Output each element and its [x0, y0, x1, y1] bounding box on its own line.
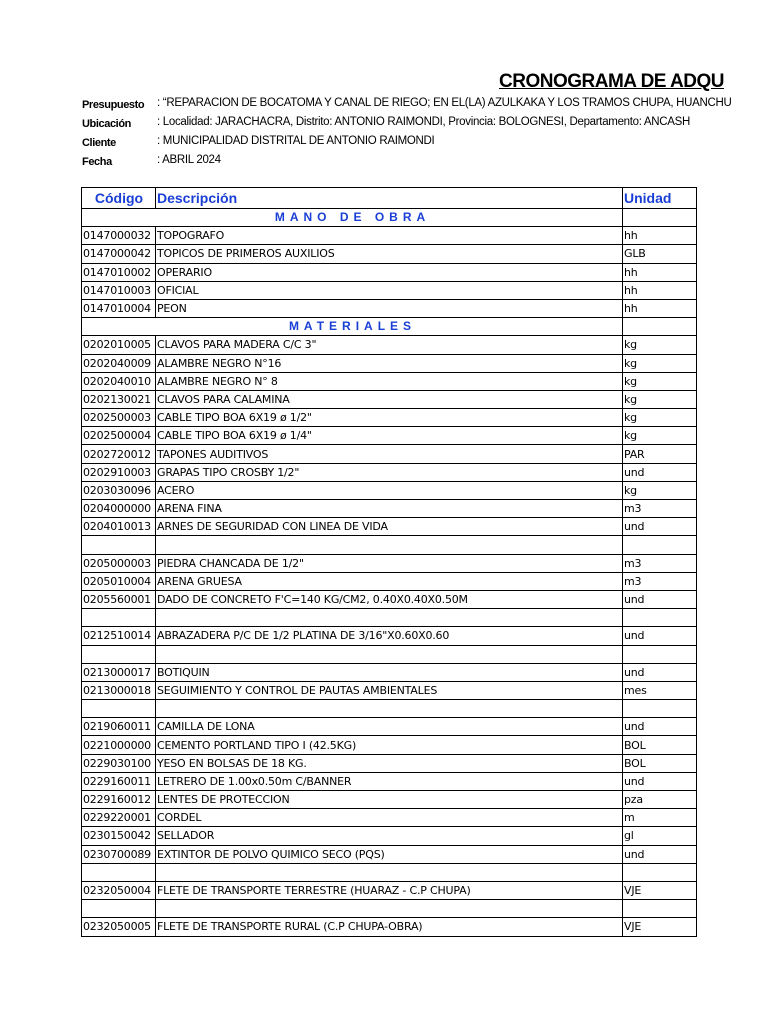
- code-cell: 0202010005: [82, 336, 156, 354]
- table-row: [82, 227, 697, 245]
- unit-cell: hh: [623, 281, 697, 299]
- info-row: [82, 115, 768, 134]
- description-cell: CORDEL: [156, 809, 623, 827]
- code-cell: 0219060011: [82, 718, 156, 736]
- description-cell: CLAVOS PARA CALAMINA: [156, 390, 623, 408]
- code-cell: 0202500003: [82, 409, 156, 427]
- table-row: [82, 918, 697, 936]
- empty-cell: [623, 900, 697, 918]
- header-unit: Unidad: [623, 188, 697, 209]
- unit-cell: kg: [623, 372, 697, 390]
- info-row: [82, 153, 768, 172]
- description-cell: EXTINTOR DE POLVO QUIMICO SECO (PQS): [156, 845, 623, 863]
- description-cell: OPERARIO: [156, 263, 623, 281]
- table-row: [82, 590, 697, 608]
- blank-row: [82, 536, 697, 554]
- unit-cell: m3: [623, 500, 697, 518]
- section-row: [82, 318, 697, 336]
- table-row: [82, 772, 697, 790]
- description-cell: CEMENTO PORTLAND TIPO I (42.5KG): [156, 736, 623, 754]
- unit-cell: kg: [623, 390, 697, 408]
- description-cell: BOTIQUIN: [156, 663, 623, 681]
- document-title: CRONOGRAMA DE ADQU: [499, 71, 724, 92]
- table-row: [82, 736, 697, 754]
- blank-row: [82, 900, 697, 918]
- unit-cell: kg: [623, 409, 697, 427]
- unit-cell: hh: [623, 263, 697, 281]
- table-row: [82, 409, 697, 427]
- table-row: [82, 809, 697, 827]
- unit-cell: PAR: [623, 445, 697, 463]
- code-cell: 0229220001: [82, 809, 156, 827]
- table-row: [82, 390, 697, 408]
- description-cell: ALAMBRE NEGRO N°16: [156, 354, 623, 372]
- code-cell: 0202040009: [82, 354, 156, 372]
- unit-cell: mes: [623, 681, 697, 699]
- empty-cell: [623, 318, 697, 336]
- empty-cell: [82, 700, 156, 718]
- empty-cell: [623, 536, 697, 554]
- description-cell: FLETE DE TRANSPORTE RURAL (C.P CHUPA-OBRA): [156, 918, 623, 936]
- description-cell: TAPONES AUDITIVOS: [156, 445, 623, 463]
- unit-cell: und: [623, 663, 697, 681]
- empty-cell: [82, 900, 156, 918]
- info-value: : ABRIL 2024: [157, 154, 221, 166]
- description-cell: YESO EN BOLSAS DE 18 KG.: [156, 754, 623, 772]
- unit-cell: m3: [623, 554, 697, 572]
- empty-cell: [623, 863, 697, 881]
- blank-row: [82, 645, 697, 663]
- section-title: MATERIALES: [82, 318, 623, 336]
- description-cell: PEON: [156, 299, 623, 317]
- description-cell: ARNES DE SEGURIDAD CON LINEA DE VIDA: [156, 518, 623, 536]
- description-cell: LETRERO DE 1.00x0.50m C/BANNER: [156, 772, 623, 790]
- info-row: [82, 96, 768, 115]
- header-code: Código: [82, 188, 156, 209]
- description-cell: CABLE TIPO BOA 6X19 ø 1/2": [156, 409, 623, 427]
- unit-cell: hh: [623, 299, 697, 317]
- table-row: [82, 463, 697, 481]
- code-cell: 0204010013: [82, 518, 156, 536]
- description-cell: CABLE TIPO BOA 6X19 ø 1/4": [156, 427, 623, 445]
- unit-cell: und: [623, 718, 697, 736]
- table-row: [82, 500, 697, 518]
- table-row: [82, 518, 697, 536]
- info-label: Fecha: [82, 156, 112, 168]
- info-value: : Localidad: JARACHACRA, Distrito: ANTONIO RAIMONDI, Provincia: BOLOGNESI, Departamento: ANCASH: [157, 116, 691, 128]
- table-row: [82, 754, 697, 772]
- description-cell: TOPOGRAFO: [156, 227, 623, 245]
- code-cell: 0202720012: [82, 445, 156, 463]
- empty-cell: [623, 209, 697, 227]
- empty-cell: [623, 609, 697, 627]
- materials-table: [81, 187, 697, 937]
- unit-cell: kg: [623, 481, 697, 499]
- info-label: Ubicación: [82, 118, 131, 130]
- code-cell: 0229160012: [82, 791, 156, 809]
- code-cell: 0230700089: [82, 845, 156, 863]
- blank-row: [82, 863, 697, 881]
- table-row: [82, 663, 697, 681]
- unit-cell: kg: [623, 354, 697, 372]
- description-cell: TOPICOS DE PRIMEROS AUXILIOS: [156, 245, 623, 263]
- document-info: [82, 96, 768, 172]
- code-cell: 0232050004: [82, 881, 156, 899]
- unit-cell: VJE: [623, 918, 697, 936]
- code-cell: 0221000000: [82, 736, 156, 754]
- info-value: : MUNICIPALIDAD DISTRITAL DE ANTONIO RAIMONDI: [157, 135, 435, 147]
- empty-cell: [82, 609, 156, 627]
- table-row: [82, 572, 697, 590]
- code-cell: 0147010003: [82, 281, 156, 299]
- description-cell: ARENA GRUESA: [156, 572, 623, 590]
- code-cell: 0202500004: [82, 427, 156, 445]
- empty-cell: [156, 900, 623, 918]
- empty-cell: [156, 609, 623, 627]
- code-cell: 0147000042: [82, 245, 156, 263]
- header-description: Descripción: [156, 188, 623, 209]
- table-row: [82, 281, 697, 299]
- code-cell: 0147010004: [82, 299, 156, 317]
- table-row: [82, 881, 697, 899]
- description-cell: PIEDRA CHANCADA DE 1/2": [156, 554, 623, 572]
- blank-row: [82, 609, 697, 627]
- code-cell: 0213000017: [82, 663, 156, 681]
- info-row: [82, 134, 768, 153]
- unit-cell: und: [623, 772, 697, 790]
- code-cell: 0229030100: [82, 754, 156, 772]
- code-cell: 0205010004: [82, 572, 156, 590]
- info-value: : “REPARACION DE BOCATOMA Y CANAL DE RIEGO; EN EL(LA) AZULKAKA Y LOS TRAMOS CHUPA, HUANCHU: [157, 97, 732, 109]
- unit-cell: hh: [623, 227, 697, 245]
- empty-cell: [156, 700, 623, 718]
- table-row: [82, 791, 697, 809]
- empty-cell: [82, 536, 156, 554]
- description-cell: ABRAZADERA P/C DE 1/2 PLATINA DE 3/16"X0.60X0.60: [156, 627, 623, 645]
- info-label: Cliente: [82, 137, 116, 149]
- table-row: [82, 827, 697, 845]
- description-cell: CLAVOS PARA MADERA C/C 3": [156, 336, 623, 354]
- description-cell: SEGUIMIENTO Y CONTROL DE PAUTAS AMBIENTALES: [156, 681, 623, 699]
- description-cell: CAMILLA DE LONA: [156, 718, 623, 736]
- code-cell: 0205000003: [82, 554, 156, 572]
- unit-cell: m: [623, 809, 697, 827]
- unit-cell: m3: [623, 572, 697, 590]
- code-cell: 0147010002: [82, 263, 156, 281]
- table-row: [82, 554, 697, 572]
- table-row: [82, 627, 697, 645]
- unit-cell: VJE: [623, 881, 697, 899]
- table-row: [82, 263, 697, 281]
- code-cell: 0213000018: [82, 681, 156, 699]
- table-row: [82, 681, 697, 699]
- code-cell: 0212510014: [82, 627, 156, 645]
- description-cell: DADO DE CONCRETO F'C=140 KG/CM2, 0.40X0.40X0.50M: [156, 590, 623, 608]
- description-cell: OFICIAL: [156, 281, 623, 299]
- empty-cell: [82, 863, 156, 881]
- table-row: [82, 427, 697, 445]
- unit-cell: und: [623, 590, 697, 608]
- code-cell: 0202040010: [82, 372, 156, 390]
- empty-cell: [623, 645, 697, 663]
- table-row: [82, 372, 697, 390]
- empty-cell: [156, 863, 623, 881]
- unit-cell: und: [623, 518, 697, 536]
- description-cell: ALAMBRE NEGRO N° 8: [156, 372, 623, 390]
- unit-cell: GLB: [623, 245, 697, 263]
- code-cell: 0202130021: [82, 390, 156, 408]
- table-row: [82, 336, 697, 354]
- unit-cell: kg: [623, 336, 697, 354]
- blank-row: [82, 700, 697, 718]
- unit-cell: gl: [623, 827, 697, 845]
- empty-cell: [82, 645, 156, 663]
- unit-cell: und: [623, 845, 697, 863]
- description-cell: ACERO: [156, 481, 623, 499]
- code-cell: 0147000032: [82, 227, 156, 245]
- unit-cell: BOL: [623, 736, 697, 754]
- info-label: Presupuesto: [82, 99, 145, 111]
- code-cell: 0230150042: [82, 827, 156, 845]
- code-cell: 0204000000: [82, 500, 156, 518]
- code-cell: 0205560001: [82, 590, 156, 608]
- table-row: [82, 481, 697, 499]
- description-cell: GRAPAS TIPO CROSBY 1/2": [156, 463, 623, 481]
- table-header-row: [82, 188, 697, 209]
- section-row: [82, 209, 697, 227]
- table-row: [82, 718, 697, 736]
- description-cell: SELLADOR: [156, 827, 623, 845]
- unit-cell: und: [623, 627, 697, 645]
- empty-cell: [623, 700, 697, 718]
- code-cell: 0229160011: [82, 772, 156, 790]
- unit-cell: pza: [623, 791, 697, 809]
- table-row: [82, 354, 697, 372]
- unit-cell: und: [623, 463, 697, 481]
- unit-cell: kg: [623, 427, 697, 445]
- unit-cell: BOL: [623, 754, 697, 772]
- code-cell: 0232050005: [82, 918, 156, 936]
- section-title: MANO DE OBRA: [82, 209, 623, 227]
- description-cell: FLETE DE TRANSPORTE TERRESTRE (HUARAZ - C.P CHUPA): [156, 881, 623, 899]
- table-row: [82, 845, 697, 863]
- description-cell: LENTES DE PROTECCION: [156, 791, 623, 809]
- empty-cell: [156, 536, 623, 554]
- table-row: [82, 245, 697, 263]
- description-cell: ARENA FINA: [156, 500, 623, 518]
- empty-cell: [156, 645, 623, 663]
- table-row: [82, 299, 697, 317]
- code-cell: 0202910003: [82, 463, 156, 481]
- code-cell: 0203030096: [82, 481, 156, 499]
- table-row: [82, 445, 697, 463]
